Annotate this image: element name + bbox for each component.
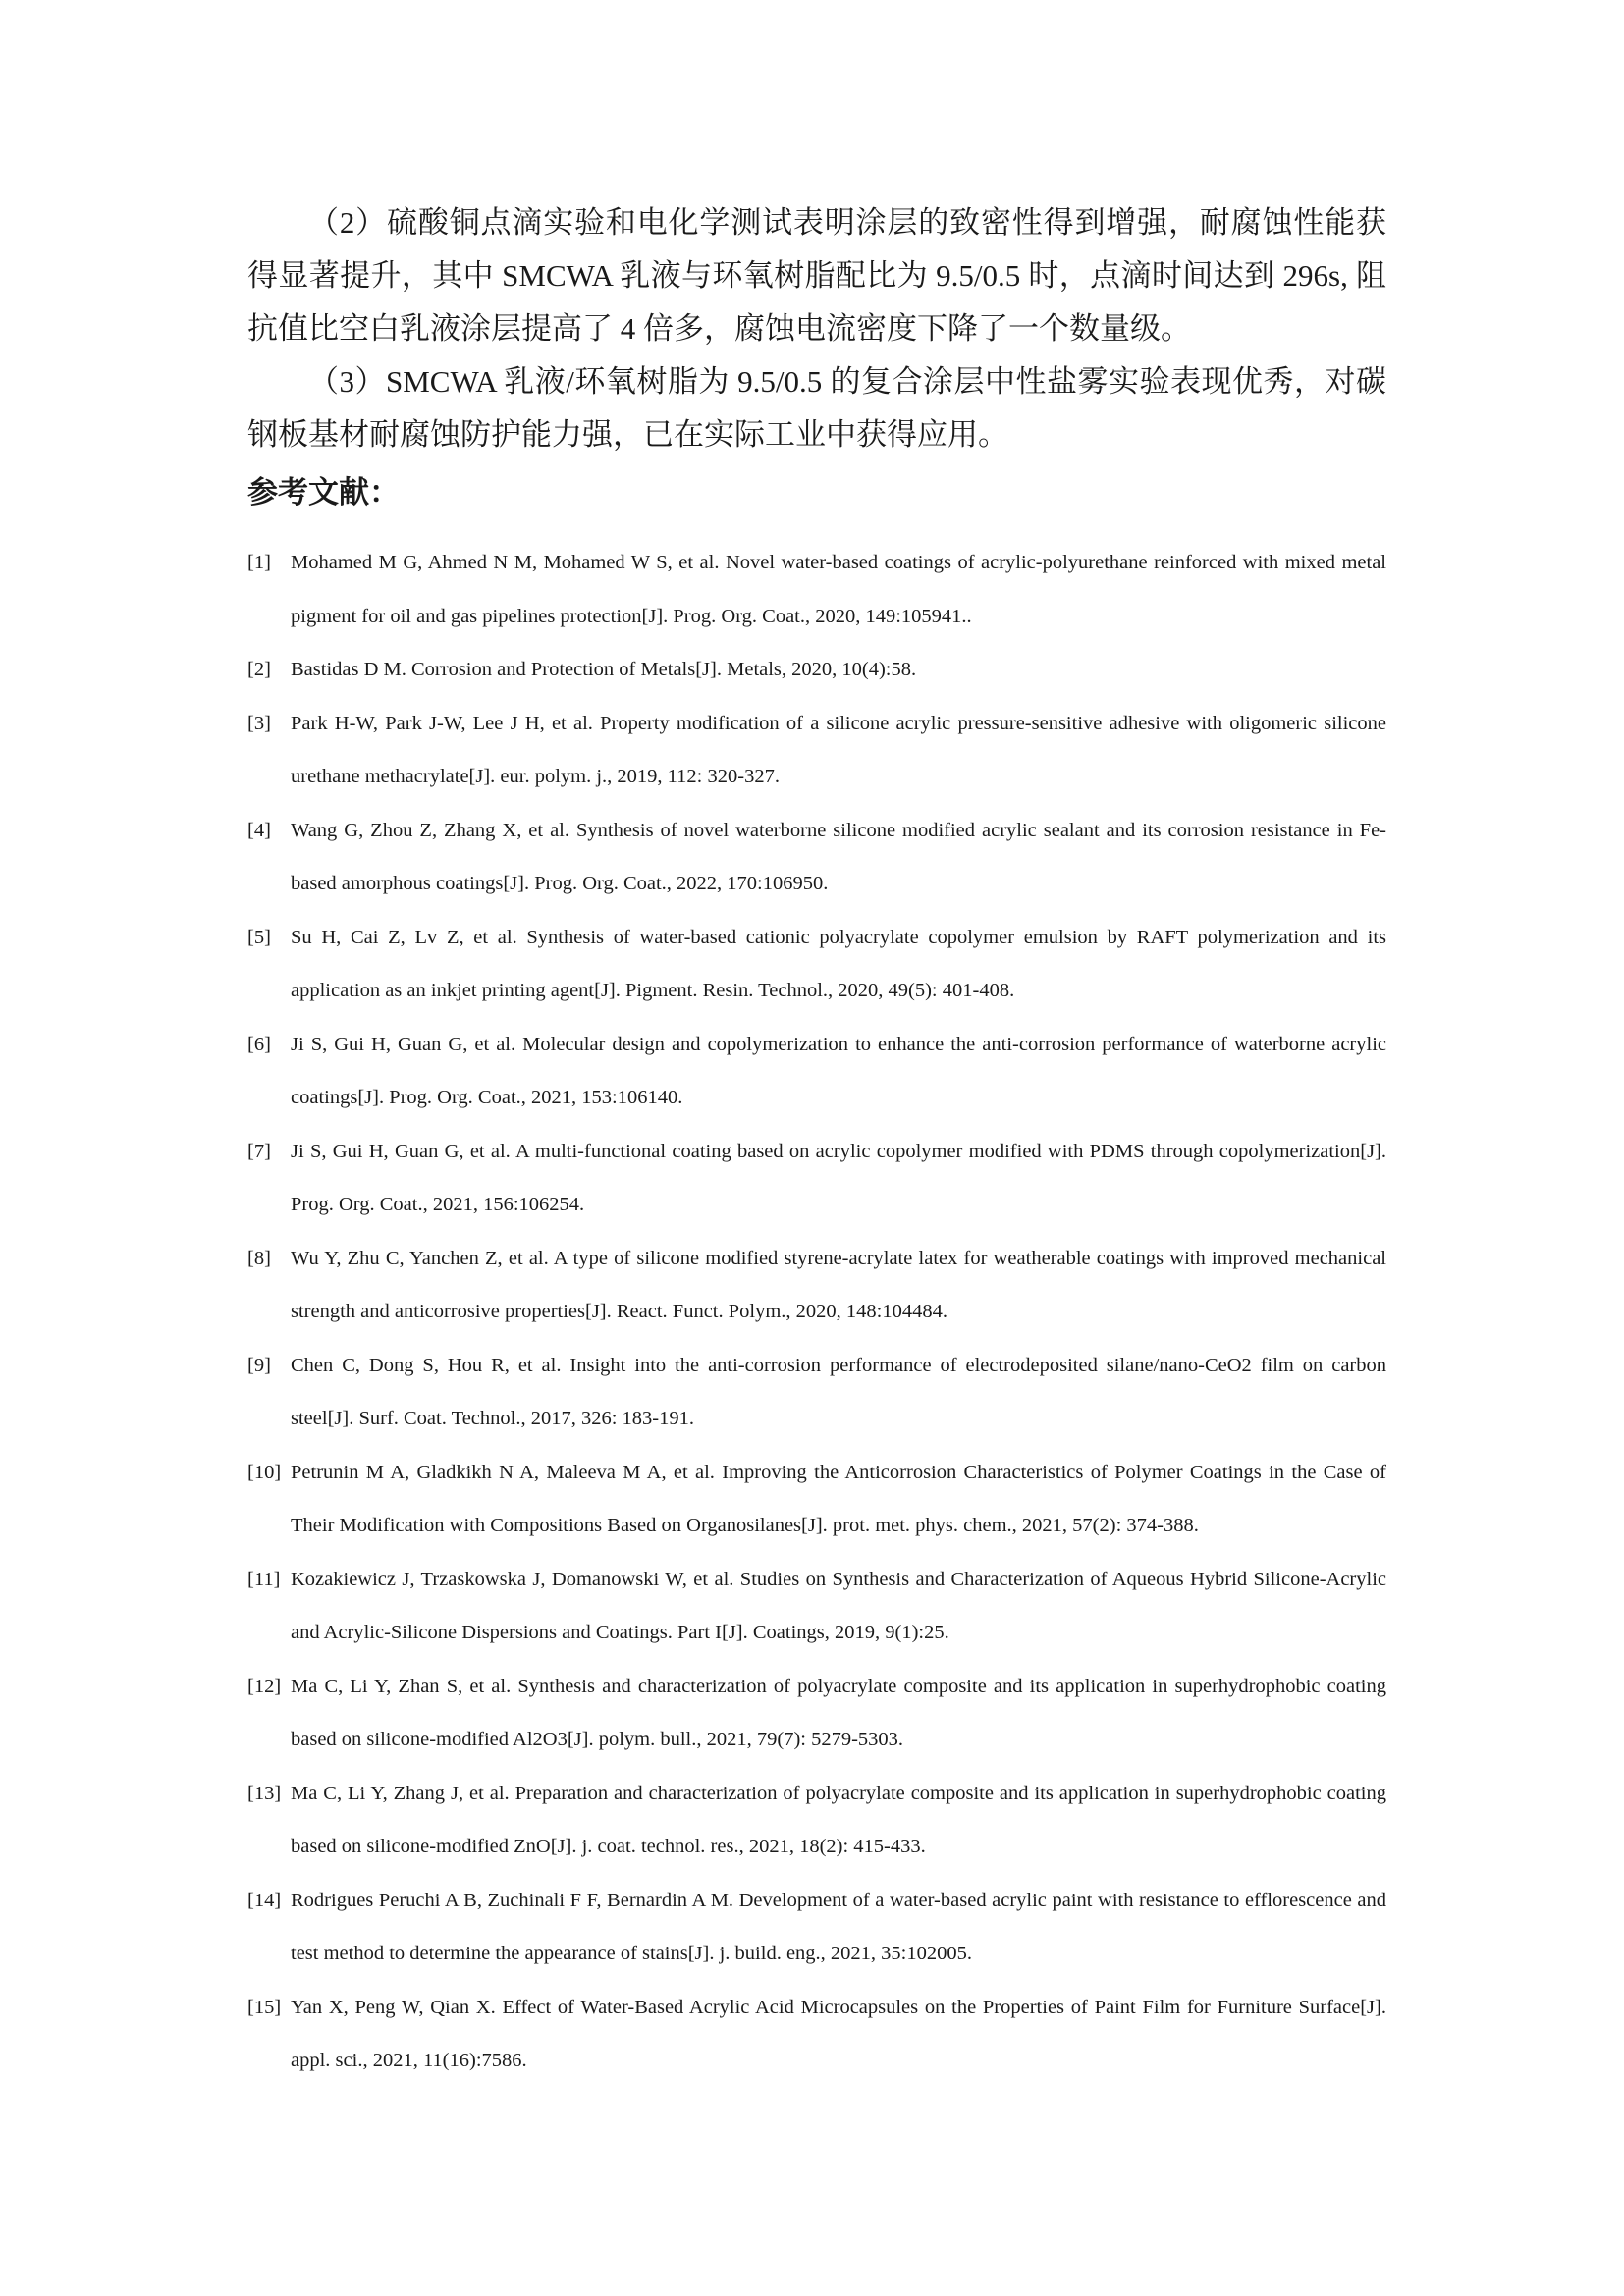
reference-item	[247, 1446, 1386, 1553]
reference-number: [1]	[247, 552, 271, 573]
reference-text: Ma C, Li Y, Zhang J, et al. Preparation and characterization of polyacrylate composite and its application in superhydrophobic coating based on silicone-modified ZnO[J]. j. coat. technol. res., 2021, 18(2): 415-433.	[291, 1782, 1386, 1857]
reference-text: Wu Y, Zhu C, Yanchen Z, et al. A type of silicone modified styrene-acrylate latex for weatherable coatings with improved mechanical strength and anticorrosive properties[J]. React. Funct. Polym., 2020, 148:104484.	[291, 1247, 1386, 1322]
references-heading: 参考文献：	[247, 475, 400, 510]
reference-list	[247, 536, 1386, 2088]
reference-text: Wang G, Zhou Z, Zhang X, et al. Synthesis of novel waterborne silicone modified acrylic sealant and its corrosion resistance in Fe-based amorphous coatings[J]. Prog. Org. Coat., 2022, 170:106950.	[291, 819, 1386, 894]
reference-text: Su H, Cai Z, Lv Z, et al. Synthesis of water-based cationic polyacrylate copolymer emulsion by RAFT polymerization and its application as an inkjet printing agent[J]. Pigment. Resin. Technol., 2020, 49(5): 401-408.	[291, 926, 1386, 1001]
reference-item	[247, 1232, 1386, 1339]
reference-text: Park H-W, Park J-W, Lee J H, et al. Property modification of a silicone acrylic pressure-sensitive adhesive with oligomeric silicone urethane methacrylate[J]. eur. polym. j., 2019, 112: 320-327.	[291, 712, 1386, 787]
reference-number: [8]	[247, 1247, 271, 1269]
reference-item	[247, 643, 1386, 697]
reference-text: Bastidas D M. Corrosion and Protection of Metals[J]. Metals, 2020, 10(4):58.	[291, 659, 917, 680]
reference-number: [2]	[247, 659, 271, 680]
conclusion-paragraph-2: （2）硫酸铜点滴实验和电化学测试表明涂层的致密性得到增强，耐腐蚀性能获得显著提升，其中 SMCWA 乳液与环氧树脂配比为 9.5/0.5 时，点滴时间达到 296s, 阻抗值比空白乳液涂层提高了 4 倍多，腐蚀电流密度下降了一个数量级。	[247, 205, 1386, 346]
conclusion-paragraph-3: （3）SMCWA 乳液/环氧树脂为 9.5/0.5 的复合涂层中性盐雾实验表现优秀，对碳钢板基材耐腐蚀防护能力强，已在实际工业中获得应用。	[247, 364, 1386, 452]
reference-number: [7]	[247, 1140, 271, 1162]
reference-item	[247, 1018, 1386, 1125]
reference-item	[247, 1767, 1386, 1874]
reference-number: [10]	[247, 1461, 282, 1483]
reference-number: [3]	[247, 712, 271, 734]
reference-text: Petrunin M A, Gladkikh N A, Maleeva M A, et al. Improving the Anticorrosion Characteristics of Polymer Coatings in the Case of Their Modification with Compositions Based on Organosilanes[J]. prot. met. phys. chem., 2021, 57(2): 374-388.	[291, 1461, 1386, 1536]
reference-text: Ji S, Gui H, Guan G, et al. A multi-functional coating based on acrylic copolymer modified with PDMS through copolymerization[J]. Prog. Org. Coat., 2021, 156:106254.	[291, 1140, 1386, 1215]
reference-item	[247, 1553, 1386, 1660]
reference-text: Kozakiewicz J, Trzaskowska J, Domanowski W, et al. Studies on Synthesis and Characterization of Aqueous Hybrid Silicone-Acrylic and Acrylic-Silicone Dispersions and Coatings. Part I[J]. Coatings, 2019, 9(1):25.	[291, 1568, 1386, 1643]
reference-number: [9]	[247, 1354, 271, 1376]
reference-number: [13]	[247, 1782, 282, 1804]
reference-text: Ma C, Li Y, Zhan S, et al. Synthesis and characterization of polyacrylate composite and its application in superhydrophobic coating based on silicone-modified Al2O3[J]. polym. bull., 2021, 79(7): 5279-5303.	[291, 1675, 1386, 1750]
reference-text: Ji S, Gui H, Guan G, et al. Molecular design and copolymerization to enhance the anti-corrosion performance of waterborne acrylic coatings[J]. Prog. Org. Coat., 2021, 153:106140.	[291, 1033, 1386, 1108]
reference-item	[247, 911, 1386, 1018]
reference-item	[247, 536, 1386, 643]
reference-text: Rodrigues Peruchi A B, Zuchinali F F, Bernardin A M. Development of a water-based acrylic paint with resistance to efflorescence and test method to determine the appearance of stains[J]. j. build. eng., 2021, 35:102005.	[291, 1889, 1386, 1964]
reference-number: [6]	[247, 1033, 271, 1055]
document-page	[247, 196, 1386, 2088]
reference-number: [5]	[247, 926, 271, 948]
reference-text: Chen C, Dong S, Hou R, et al. Insight into the anti-corrosion performance of electrodeposited silane/nano-CeO2 film on carbon steel[J]. Surf. Coat. Technol., 2017, 326: 183-191.	[291, 1354, 1386, 1429]
reference-item	[247, 1660, 1386, 1767]
reference-item	[247, 1981, 1386, 2088]
reference-text: Mohamed M G, Ahmed N M, Mohamed W S, et al. Novel water-based coatings of acrylic-polyurethane reinforced with mixed metal pigment for oil and gas pipelines protection[J]. Prog. Org. Coat., 2020, 149:105941..	[291, 552, 1386, 627]
reference-number: [15]	[247, 1996, 282, 2018]
reference-number: [12]	[247, 1675, 282, 1697]
reference-item	[247, 1874, 1386, 1981]
reference-text: Yan X, Peng W, Qian X. Effect of Water-Based Acrylic Acid Microcapsules on the Properties of Paint Film for Furniture Surface[J]. appl. sci., 2021, 11(16):7586.	[291, 1996, 1386, 2071]
reference-item	[247, 697, 1386, 804]
reference-item	[247, 1125, 1386, 1232]
reference-number: [14]	[247, 1889, 282, 1911]
reference-item	[247, 804, 1386, 911]
reference-number: [11]	[247, 1568, 281, 1590]
reference-number: [4]	[247, 819, 271, 841]
reference-item	[247, 1339, 1386, 1446]
